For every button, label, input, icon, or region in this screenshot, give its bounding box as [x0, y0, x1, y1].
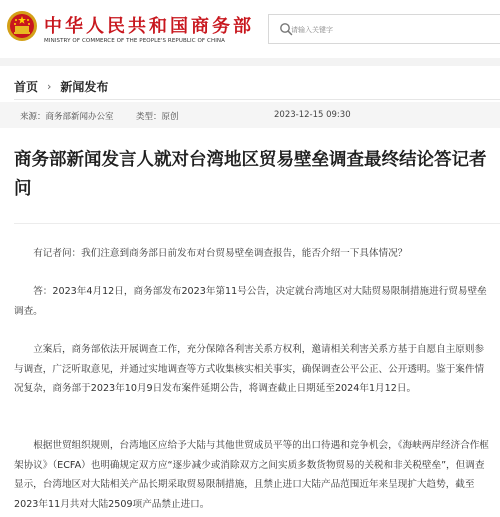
search-input[interactable]	[291, 19, 491, 41]
article-paragraph: 有记者问：我们注意到商务部日前发布对台贸易壁垒调查报告，能否介绍一下具体情况？	[33, 248, 408, 259]
site-header	[0, 0, 500, 58]
breadcrumb-home-link[interactable]: 首页	[14, 79, 39, 94]
article-paragraph: 答：2023年4月12日，商务部发布2023年第11号公告，决定就台湾地区对大陆贸易限制措施进行贸易壁垒调查。	[14, 286, 487, 317]
meta-type: 类型：原创	[136, 112, 179, 122]
site-name-en: MINISTRY OF COMMERCE OF THE PEOPLE'S REPUBLIC OF CHINA	[44, 38, 226, 44]
breadcrumb-separator-icon: ›	[47, 79, 52, 93]
breadcrumb-current-link[interactable]: 新闻发布	[60, 79, 109, 94]
article-paragraph: 根据世贸组织规则，台湾地区应给予大陆与其他世贸成员平等的出口待遇和竞争机会，《海峡两岸经济合作框架协议》（ECFA）也明确规定双方应“逐步减少或消除双方之间实质多数货物贸易的关税和非关税壁垒”，但调查显示，台湾地区对大陆相关产品长期采取贸易限制措施，且禁止进口大陆产品范围近年来呈现扩大趋势，截至2023年11月共对大陆2509项产品禁止进口。	[14, 440, 489, 510]
search-box[interactable]	[268, 14, 500, 44]
meta-date: 2023-12-15 09:30	[274, 110, 351, 120]
article-meta	[0, 102, 500, 128]
site-name[interactable]: 中华人民共和国商务部	[44, 16, 254, 37]
article-paragraph: 立案后，商务部依法开展调查工作，充分保障各利害关系方权利，邀请相关利害关系方基于自愿自主原则参与调查，广泛听取意见，并通过实地调查等方式收集核实相关事实，确保调查公平公正、公开透明。鉴于案件情况复杂，商务部于2023年10月9日发布案件延期公告，将调查截止日期延至2024年1月12日。	[14, 344, 485, 394]
breadcrumb	[14, 78, 108, 94]
breadcrumb-divider	[14, 99, 500, 100]
title-divider	[14, 223, 500, 224]
national-emblem-icon[interactable]	[6, 10, 38, 42]
article-title: 商务部新闻发言人就对台湾地区贸易壁垒调查最终结论答记者问	[14, 150, 487, 199]
meta-source: 来源：商务部新闻办公室	[20, 112, 114, 122]
